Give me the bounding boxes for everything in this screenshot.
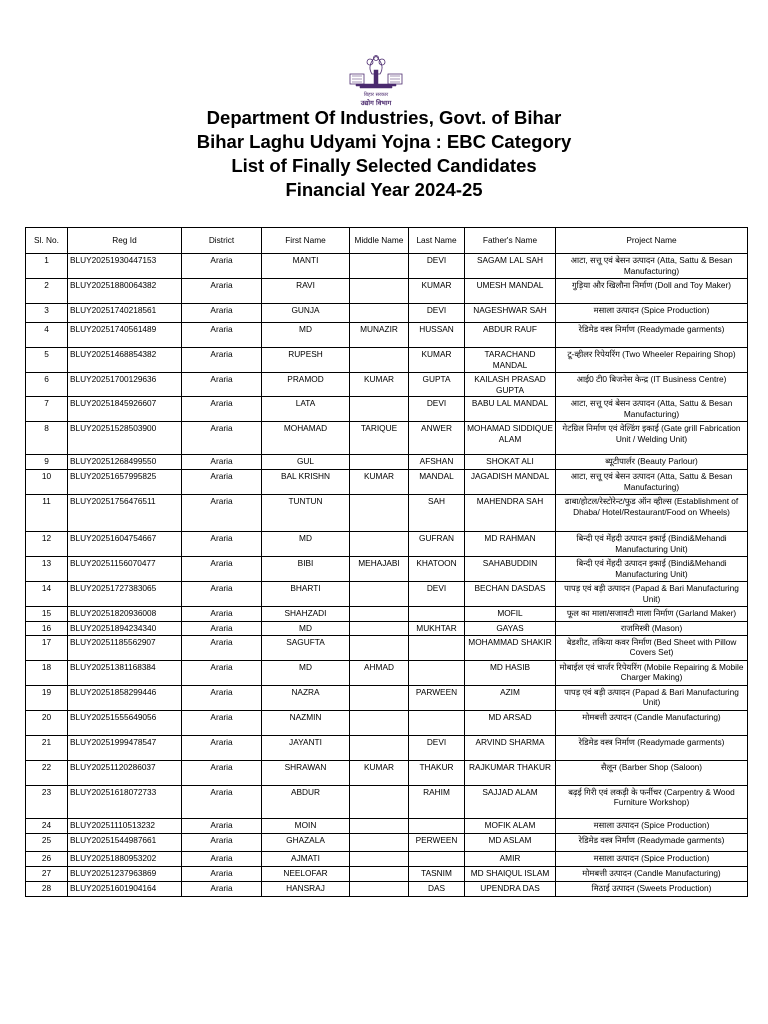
cell-middle-name: KUMAR <box>350 470 409 495</box>
cell-project-name: आटा, सत्तू एवं बेसन उत्पादन (Atta, Sattu & Besan Manufacturing) <box>556 254 748 279</box>
cell-middle-name: KUMAR <box>350 373 409 397</box>
cell-fathers-name: SHOKAT ALI <box>465 455 556 470</box>
cell-first-name: GUL <box>262 455 350 470</box>
cell-first-name: GHAZALA <box>262 833 350 851</box>
cell-sl-no: 14 <box>26 582 68 607</box>
cell-middle-name <box>350 348 409 373</box>
cell-reg-id: BLUY20251740561489 <box>68 323 182 348</box>
title-department: Department Of Industries, Govt. of Bihar <box>206 107 562 128</box>
cell-reg-id: BLUY20251894234340 <box>68 622 182 636</box>
table-row <box>26 660 748 685</box>
cell-fathers-name: MOHAMAD SIDDIQUE ALAM <box>465 422 556 455</box>
cell-sl-no: 13 <box>26 557 68 582</box>
cell-last-name <box>409 818 465 833</box>
cell-district: Araria <box>182 735 262 760</box>
cell-last-name <box>409 607 465 622</box>
cell-project-name: मिठाई उत्पादन (Sweets Production) <box>556 881 748 896</box>
logo-line2: उद्योग विभाग <box>360 99 392 107</box>
table-row <box>26 735 748 760</box>
cell-district: Araria <box>182 557 262 582</box>
cell-middle-name: MUNAZIR <box>350 323 409 348</box>
cell-middle-name: AHMAD <box>350 660 409 685</box>
cell-reg-id: BLUY20251930447153 <box>68 254 182 279</box>
cell-district: Araria <box>182 607 262 622</box>
cell-fathers-name: NAGESHWAR SAH <box>465 304 556 323</box>
cell-last-name: ANWER <box>409 422 465 455</box>
cell-first-name: SHRAWAN <box>262 760 350 785</box>
cell-project-name: बढ़ई गिरी एवं लकड़ी के फर्नीचर (Carpentry & Wood Furniture Workshop) <box>556 785 748 818</box>
title-scheme: Bihar Laghu Udyami Yojna : EBC Category <box>196 131 572 152</box>
cell-last-name: KHATOON <box>409 557 465 582</box>
cell-project-name: ढाबा/होटल/रेस्टोरेन्ट/फुड ऑन व्हील्स (Establishment of Dhaba/ Hotel/Restaurant/Food on Wheels) <box>556 495 748 532</box>
cell-district: Araria <box>182 323 262 348</box>
cell-sl-no: 23 <box>26 785 68 818</box>
cell-middle-name <box>350 254 409 279</box>
cell-district: Araria <box>182 470 262 495</box>
cell-middle-name <box>350 532 409 557</box>
cell-last-name: GUPTA <box>409 373 465 397</box>
header-fathers-name: Father's Name <box>465 228 556 254</box>
cell-last-name: PERWEEN <box>409 833 465 851</box>
cell-sl-no: 28 <box>26 881 68 896</box>
cell-first-name: NAZRA <box>262 685 350 710</box>
cell-reg-id: BLUY20251700129636 <box>68 373 182 397</box>
table-row <box>26 818 748 833</box>
cell-project-name: सैलून (Barber Shop (Saloon) <box>556 760 748 785</box>
cell-fathers-name: MD HASIB <box>465 660 556 685</box>
cell-first-name: RUPESH <box>262 348 350 373</box>
cell-last-name: DEVI <box>409 254 465 279</box>
cell-first-name: SAGUFTA <box>262 635 350 660</box>
cell-district: Araria <box>182 532 262 557</box>
table-row <box>26 348 748 373</box>
cell-reg-id: BLUY20251604754667 <box>68 532 182 557</box>
cell-district: Araria <box>182 785 262 818</box>
cell-last-name: DEVI <box>409 735 465 760</box>
cell-middle-name <box>350 818 409 833</box>
cell-fathers-name: SAHABUDDIN <box>465 557 556 582</box>
cell-first-name: HANSRAJ <box>262 881 350 896</box>
cell-project-name: राजमिस्त्री (Mason) <box>556 622 748 636</box>
table-row <box>26 582 748 607</box>
cell-fathers-name: RAJKUMAR THAKUR <box>465 760 556 785</box>
cell-last-name: AFSHAN <box>409 455 465 470</box>
cell-middle-name <box>350 622 409 636</box>
cell-reg-id: BLUY20251740218561 <box>68 304 182 323</box>
cell-middle-name <box>350 607 409 622</box>
title-list: List of Finally Selected Candidates <box>231 155 537 176</box>
cell-first-name: AJMATI <box>262 851 350 866</box>
cell-fathers-name: BECHAN DASDAS <box>465 582 556 607</box>
table-row <box>26 635 748 660</box>
cell-first-name: BHARTI <box>262 582 350 607</box>
cell-sl-no: 12 <box>26 532 68 557</box>
cell-sl-no: 10 <box>26 470 68 495</box>
cell-sl-no: 19 <box>26 685 68 710</box>
cell-reg-id: BLUY20251618072733 <box>68 785 182 818</box>
cell-fathers-name: ARVIND SHARMA <box>465 735 556 760</box>
cell-middle-name <box>350 495 409 532</box>
cell-reg-id: BLUY20251555649056 <box>68 710 182 735</box>
cell-reg-id: BLUY20251727383065 <box>68 582 182 607</box>
cell-fathers-name: MD ARSAD <box>465 710 556 735</box>
cell-sl-no: 8 <box>26 422 68 455</box>
cell-first-name: MANTI <box>262 254 350 279</box>
cell-project-name: रेडिमेड वस्त्र निर्माण (Readymade garments) <box>556 735 748 760</box>
cell-last-name: KUMAR <box>409 348 465 373</box>
cell-project-name: टू-व्हीलर रिपेयरिंग (Two Wheeler Repairing Shop) <box>556 348 748 373</box>
cell-project-name: रेडिमेड वस्त्र निर्माण (Readymade garments) <box>556 323 748 348</box>
table-row <box>26 622 748 636</box>
cell-reg-id: BLUY20251110513232 <box>68 818 182 833</box>
cell-project-name: पापड़ एवं बड़ी उत्पादन (Papad & Bari Manufacturing Unit) <box>556 582 748 607</box>
cell-district: Araria <box>182 851 262 866</box>
cell-middle-name <box>350 881 409 896</box>
table-row <box>26 881 748 896</box>
cell-first-name: LATA <box>262 397 350 422</box>
cell-reg-id: BLUY20251237963869 <box>68 866 182 881</box>
cell-sl-no: 15 <box>26 607 68 622</box>
cell-sl-no: 7 <box>26 397 68 422</box>
cell-district: Araria <box>182 818 262 833</box>
cell-fathers-name: MAHENDRA SAH <box>465 495 556 532</box>
cell-fathers-name: SAGAM LAL SAH <box>465 254 556 279</box>
cell-reg-id: BLUY20251528503900 <box>68 422 182 455</box>
cell-first-name: ABDUR <box>262 785 350 818</box>
cell-middle-name <box>350 685 409 710</box>
cell-fathers-name: AMIR <box>465 851 556 866</box>
cell-middle-name <box>350 851 409 866</box>
cell-first-name: SHAHZADI <box>262 607 350 622</box>
document-title-block <box>0 106 768 202</box>
cell-district: Araria <box>182 660 262 685</box>
cell-district: Araria <box>182 635 262 660</box>
cell-first-name: MD <box>262 323 350 348</box>
cell-reg-id: BLUY20251845926607 <box>68 397 182 422</box>
cell-sl-no: 6 <box>26 373 68 397</box>
table-row <box>26 833 748 851</box>
cell-fathers-name: MD RAHMAN <box>465 532 556 557</box>
table-row <box>26 254 748 279</box>
cell-fathers-name: BABU LAL MANDAL <box>465 397 556 422</box>
cell-reg-id: BLUY20251858299446 <box>68 685 182 710</box>
cell-first-name: BAL KRISHN <box>262 470 350 495</box>
department-logo <box>330 52 422 108</box>
table-row <box>26 397 748 422</box>
cell-middle-name <box>350 635 409 660</box>
cell-middle-name: MEHAJABI <box>350 557 409 582</box>
cell-reg-id: BLUY20251880953202 <box>68 851 182 866</box>
cell-fathers-name: TARACHAND MANDAL <box>465 348 556 373</box>
cell-sl-no: 22 <box>26 760 68 785</box>
table-row <box>26 710 748 735</box>
cell-first-name: MOIN <box>262 818 350 833</box>
cell-sl-no: 20 <box>26 710 68 735</box>
cell-reg-id: BLUY20251120286037 <box>68 760 182 785</box>
cell-sl-no: 1 <box>26 254 68 279</box>
cell-first-name: BIBI <box>262 557 350 582</box>
cell-reg-id: BLUY20251880064382 <box>68 279 182 304</box>
cell-project-name: आटा, सत्तू एवं बेसन उत्पादन (Atta, Sattu & Besan Manufacturing) <box>556 470 748 495</box>
cell-first-name: NAZMIN <box>262 710 350 735</box>
cell-district: Araria <box>182 881 262 896</box>
cell-first-name: TUNTUN <box>262 495 350 532</box>
cell-sl-no: 3 <box>26 304 68 323</box>
cell-last-name: TASNIM <box>409 866 465 881</box>
cell-sl-no: 27 <box>26 866 68 881</box>
cell-reg-id: BLUY20251268499550 <box>68 455 182 470</box>
cell-sl-no: 9 <box>26 455 68 470</box>
cell-last-name <box>409 710 465 735</box>
cell-sl-no: 5 <box>26 348 68 373</box>
cell-project-name: आई0 टी0 बिजनेस केन्द्र (IT Business Centre) <box>556 373 748 397</box>
cell-middle-name <box>350 785 409 818</box>
cell-project-name: मसाला उत्पादन (Spice Production) <box>556 818 748 833</box>
cell-last-name <box>409 660 465 685</box>
cell-district: Araria <box>182 760 262 785</box>
cell-district: Araria <box>182 622 262 636</box>
cell-project-name: मसाला उत्पादन (Spice Production) <box>556 851 748 866</box>
cell-district: Araria <box>182 422 262 455</box>
cell-sl-no: 2 <box>26 279 68 304</box>
table-row <box>26 495 748 532</box>
cell-middle-name <box>350 710 409 735</box>
cell-last-name: DAS <box>409 881 465 896</box>
cell-fathers-name: MOFIK ALAM <box>465 818 556 833</box>
table-row <box>26 785 748 818</box>
cell-first-name: JAYANTI <box>262 735 350 760</box>
table-row <box>26 532 748 557</box>
cell-middle-name <box>350 279 409 304</box>
header-first-name: First Name <box>262 228 350 254</box>
cell-reg-id: BLUY20251657995825 <box>68 470 182 495</box>
cell-sl-no: 24 <box>26 818 68 833</box>
cell-sl-no: 25 <box>26 833 68 851</box>
cell-sl-no: 26 <box>26 851 68 866</box>
cell-district: Araria <box>182 279 262 304</box>
cell-sl-no: 21 <box>26 735 68 760</box>
cell-first-name: GUNJA <box>262 304 350 323</box>
cell-reg-id: BLUY20251820936008 <box>68 607 182 622</box>
cell-middle-name <box>350 455 409 470</box>
table-header-row <box>26 228 748 254</box>
cell-last-name: MANDAL <box>409 470 465 495</box>
table-row <box>26 279 748 304</box>
cell-reg-id: BLUY20251601904164 <box>68 881 182 896</box>
header-sl-no: Sl. No. <box>26 228 68 254</box>
cell-first-name: MD <box>262 622 350 636</box>
table-row <box>26 373 748 397</box>
cell-district: Araria <box>182 833 262 851</box>
header-reg-id: Reg Id <box>68 228 182 254</box>
cell-district: Araria <box>182 254 262 279</box>
cell-fathers-name: MD ASLAM <box>465 833 556 851</box>
table-row <box>26 685 748 710</box>
cell-project-name: आटा, सत्तू एवं बेसन उत्पादन (Atta, Sattu & Besan Manufacturing) <box>556 397 748 422</box>
cell-reg-id: BLUY20251544987661 <box>68 833 182 851</box>
cell-project-name: बेडशीट, तकिया कवर निर्माण (Bed Sheet with Pillow Covers Set) <box>556 635 748 660</box>
cell-sl-no: 16 <box>26 622 68 636</box>
cell-project-name: बिन्दी एवं मेंहदी उत्पादन इकाई (Bindi&Mehandi Manufacturing Unit) <box>556 532 748 557</box>
header-project-name: Project Name <box>556 228 748 254</box>
cell-project-name: गुड़िया और खिलौना निर्माण (Doll and Toy Maker) <box>556 279 748 304</box>
cell-district: Araria <box>182 304 262 323</box>
cell-project-name: फूल का माला/सजावटी माला निर्माण (Garland Maker) <box>556 607 748 622</box>
cell-reg-id: BLUY20251185562907 <box>68 635 182 660</box>
cell-first-name: MD <box>262 532 350 557</box>
table-row <box>26 851 748 866</box>
logo-line1: बिहार सरकार <box>363 92 389 98</box>
cell-sl-no: 11 <box>26 495 68 532</box>
cell-fathers-name: AZIM <box>465 685 556 710</box>
cell-project-name: रेडिमेड वस्त्र निर्माण (Readymade garments) <box>556 833 748 851</box>
cell-last-name: PARWEEN <box>409 685 465 710</box>
cell-first-name: RAVI <box>262 279 350 304</box>
cell-middle-name: TARIQUE <box>350 422 409 455</box>
cell-last-name <box>409 635 465 660</box>
cell-district: Araria <box>182 455 262 470</box>
cell-last-name: RAHIM <box>409 785 465 818</box>
cell-sl-no: 18 <box>26 660 68 685</box>
cell-first-name: MD <box>262 660 350 685</box>
header-district: District <box>182 228 262 254</box>
cell-project-name: मोमबत्ती उत्पादन (Candle Manufacturing) <box>556 710 748 735</box>
cell-fathers-name: UMESH MANDAL <box>465 279 556 304</box>
cell-district: Araria <box>182 373 262 397</box>
cell-project-name: पापड़ एवं बड़ी उत्पादन (Papad & Bari Manufacturing Unit) <box>556 685 748 710</box>
cell-fathers-name: ABDUR RAUF <box>465 323 556 348</box>
cell-middle-name <box>350 735 409 760</box>
table-row <box>26 607 748 622</box>
cell-last-name: DEVI <box>409 304 465 323</box>
cell-fathers-name: GAYAS <box>465 622 556 636</box>
cell-last-name: GUFRAN <box>409 532 465 557</box>
cell-district: Araria <box>182 866 262 881</box>
bihar-emblem-icon <box>330 52 422 108</box>
cell-project-name: मोबाईल एवं चार्जर रिपेयरिंग (Mobile Repairing & Mobile Charger Making) <box>556 660 748 685</box>
cell-project-name: बिन्दी एवं मेंहदी उत्पादन इकाई (Bindi&Mehandi Manufacturing Unit) <box>556 557 748 582</box>
table-row <box>26 323 748 348</box>
cell-sl-no: 4 <box>26 323 68 348</box>
cell-district: Araria <box>182 397 262 422</box>
cell-last-name: DEVI <box>409 582 465 607</box>
cell-fathers-name: JAGADISH MANDAL <box>465 470 556 495</box>
cell-fathers-name: MOHAMMAD SHAKIR <box>465 635 556 660</box>
cell-reg-id: BLUY20251468854382 <box>68 348 182 373</box>
table-row <box>26 557 748 582</box>
cell-district: Araria <box>182 685 262 710</box>
table-row <box>26 422 748 455</box>
cell-district: Araria <box>182 495 262 532</box>
cell-last-name: HUSSAN <box>409 323 465 348</box>
cell-district: Araria <box>182 348 262 373</box>
cell-fathers-name: KAILASH PRASAD GUPTA <box>465 373 556 397</box>
cell-last-name: DEVI <box>409 397 465 422</box>
table-row <box>26 866 748 881</box>
cell-fathers-name: SAJJAD ALAM <box>465 785 556 818</box>
cell-last-name: KUMAR <box>409 279 465 304</box>
cell-district: Araria <box>182 710 262 735</box>
table-body <box>26 254 748 897</box>
cell-fathers-name: UPENDRA DAS <box>465 881 556 896</box>
candidates-table <box>25 227 748 897</box>
cell-reg-id: BLUY20251756476511 <box>68 495 182 532</box>
table-row <box>26 304 748 323</box>
cell-fathers-name: MD SHAIQUL ISLAM <box>465 866 556 881</box>
cell-project-name: मसाला उत्पादन (Spice Production) <box>556 304 748 323</box>
cell-last-name: SAH <box>409 495 465 532</box>
cell-first-name: PRAMOD <box>262 373 350 397</box>
cell-project-name: गेटग्रिल निर्माण एवं वेल्डिंग इकाई (Gate grill Fabrication Unit / Welding Unit) <box>556 422 748 455</box>
cell-reg-id: BLUY20251156070477 <box>68 557 182 582</box>
cell-project-name: ब्यूटीपार्लर (Beauty Parlour) <box>556 455 748 470</box>
cell-middle-name <box>350 304 409 323</box>
candidates-table-container <box>25 227 747 897</box>
header-last-name: Last Name <box>409 228 465 254</box>
cell-last-name <box>409 851 465 866</box>
cell-middle-name <box>350 582 409 607</box>
cell-reg-id: BLUY20251381168384 <box>68 660 182 685</box>
cell-last-name: THAKUR <box>409 760 465 785</box>
cell-reg-id: BLUY20251999478547 <box>68 735 182 760</box>
cell-fathers-name: MOFIL <box>465 607 556 622</box>
table-row <box>26 470 748 495</box>
cell-district: Araria <box>182 582 262 607</box>
cell-first-name: MOHAMAD <box>262 422 350 455</box>
cell-middle-name <box>350 866 409 881</box>
cell-middle-name <box>350 397 409 422</box>
cell-sl-no: 17 <box>26 635 68 660</box>
cell-project-name: मोमबत्ती उत्पादन (Candle Manufacturing) <box>556 866 748 881</box>
table-row <box>26 760 748 785</box>
cell-first-name: NEELOFAR <box>262 866 350 881</box>
header-middle-name: Middle Name <box>350 228 409 254</box>
cell-middle-name: KUMAR <box>350 760 409 785</box>
title-year: Financial Year 2024-25 <box>285 179 483 200</box>
cell-last-name: MUKHTAR <box>409 622 465 636</box>
cell-middle-name <box>350 833 409 851</box>
table-row <box>26 455 748 470</box>
